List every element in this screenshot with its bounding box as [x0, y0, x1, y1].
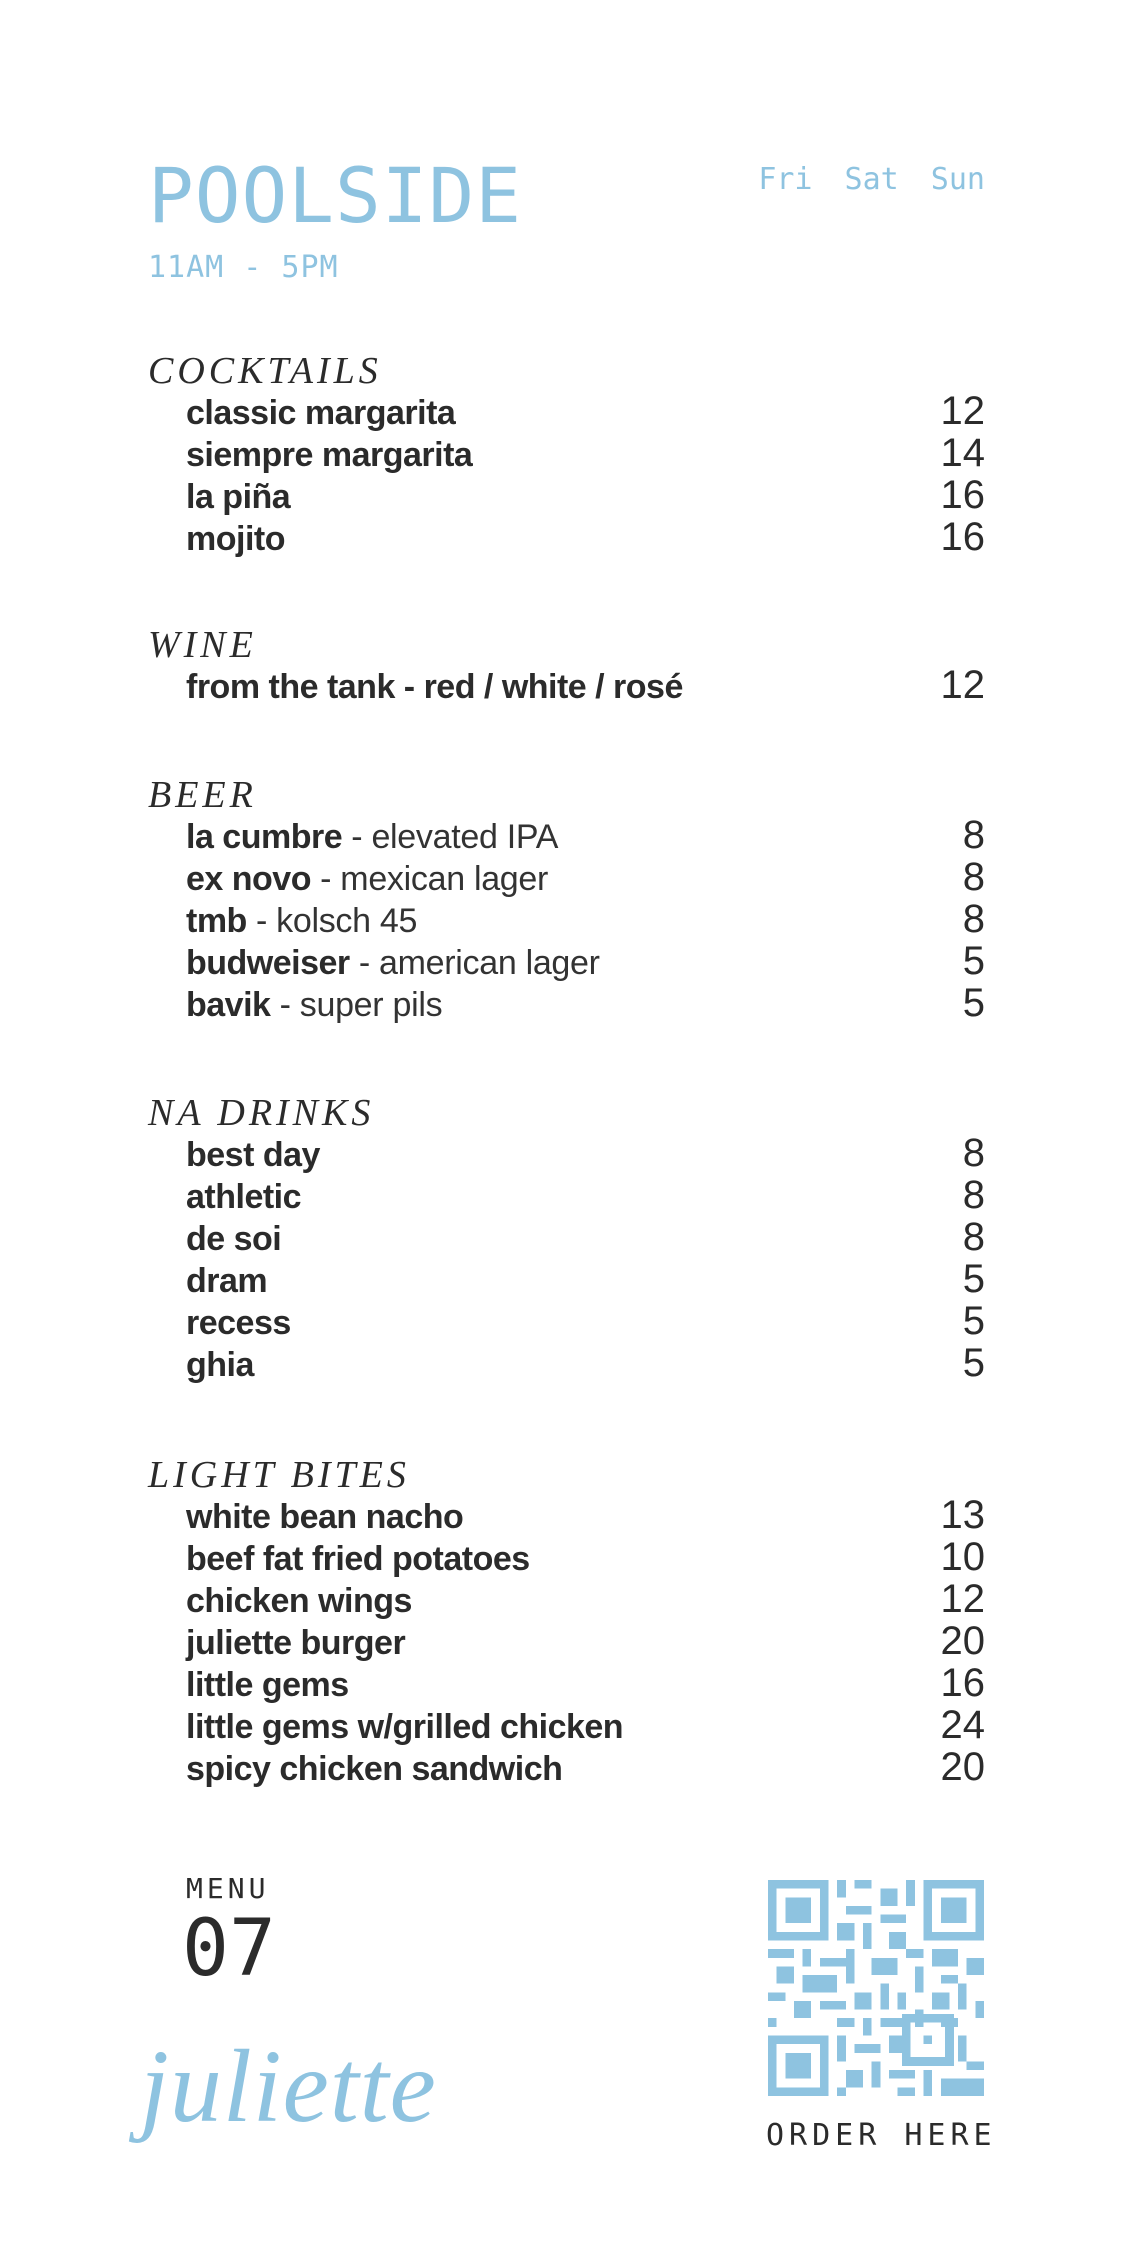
- item-price: 8: [962, 1215, 985, 1259]
- section-wine: [148, 622, 985, 706]
- item-name: best day: [186, 1136, 320, 1174]
- item-description: - mexican lager: [310, 860, 549, 898]
- item-name: juliette burger: [186, 1624, 406, 1662]
- item-name: bavik: [186, 986, 271, 1024]
- item-description: - american lager: [349, 944, 600, 982]
- item-name: ex novo: [186, 860, 311, 898]
- menu-item: [148, 474, 985, 516]
- item-name: little gems w/grilled chicken: [186, 1708, 624, 1746]
- menu-item: [148, 856, 985, 898]
- item-description: - kolsch 45: [246, 902, 418, 940]
- item-price: 20: [940, 1745, 985, 1789]
- item-name: mojito: [186, 520, 285, 558]
- item-price: 8: [962, 813, 985, 857]
- menu-item: [148, 1174, 985, 1216]
- menu-item: [148, 940, 985, 982]
- item-name: dram: [186, 1262, 268, 1300]
- section-heading: WINE: [148, 624, 257, 666]
- item-price: 16: [940, 473, 985, 517]
- item-price: 12: [940, 1577, 985, 1621]
- item-name: athletic: [186, 1178, 302, 1216]
- item-description: - elevated IPA: [342, 818, 559, 856]
- menu-item: [148, 1578, 985, 1620]
- menu-number: 07: [182, 1904, 276, 1994]
- item-price: 13: [940, 1493, 985, 1537]
- menu-item: [148, 1216, 985, 1258]
- menu-item: [148, 1704, 985, 1746]
- item-name: beef fat fried potatoes: [186, 1540, 530, 1578]
- item-name: siempre margarita: [186, 436, 473, 474]
- section-heading: BEER: [148, 774, 257, 816]
- item-description: - super pils: [270, 986, 443, 1024]
- item-price: 5: [962, 981, 985, 1025]
- hours-text: 11AM - 5PM: [148, 250, 339, 285]
- menu-item: [148, 1536, 985, 1578]
- item-price: 5: [962, 1341, 985, 1385]
- item-name: little gems: [186, 1666, 349, 1704]
- page-title: POOLSIDE: [148, 151, 523, 240]
- item-price: 14: [940, 431, 985, 475]
- item-price: 5: [962, 939, 985, 983]
- item-name: tmb: [186, 902, 247, 940]
- menu-label: MENU: [186, 1872, 270, 1905]
- item-name: de soi: [186, 1220, 282, 1258]
- menu-item: [148, 664, 985, 706]
- item-name: la cumbre: [186, 818, 343, 856]
- item-name: ghia: [186, 1346, 254, 1384]
- days-text: Fri Sat Sun: [758, 162, 985, 197]
- section-heading: LIGHT BITES: [148, 1454, 410, 1496]
- item-price: 8: [962, 855, 985, 899]
- item-price: 8: [962, 897, 985, 941]
- item-name: classic margarita: [186, 394, 456, 432]
- item-price: 16: [940, 1661, 985, 1705]
- item-price: 8: [962, 1173, 985, 1217]
- qr-caption: ORDER HERE: [766, 2118, 997, 2153]
- item-price: 8: [962, 1131, 985, 1175]
- section-light-bites: [148, 1452, 985, 1788]
- item-price: 5: [962, 1257, 985, 1301]
- qr-code-icon[interactable]: [768, 1880, 984, 2096]
- section-heading: NA DRINKS: [148, 1092, 375, 1134]
- section-cocktails: [148, 348, 985, 558]
- item-price: 12: [940, 389, 985, 433]
- item-price: 20: [940, 1619, 985, 1663]
- item-name: recess: [186, 1304, 291, 1342]
- menu-item: [148, 1300, 985, 1342]
- item-name: chicken wings: [186, 1582, 412, 1620]
- menu-item: [148, 814, 985, 856]
- item-name: white bean nacho: [186, 1498, 464, 1536]
- item-price: 12: [940, 663, 985, 707]
- menu-item: [148, 1132, 985, 1174]
- section-heading: COCKTAILS: [148, 350, 382, 392]
- section-na-drinks: [148, 1090, 985, 1384]
- menu-item: [148, 390, 985, 432]
- item-price: 5: [962, 1299, 985, 1343]
- section-beer: [148, 772, 985, 1024]
- menu-item: [148, 898, 985, 940]
- menu-item: [148, 432, 985, 474]
- item-price: 16: [940, 515, 985, 559]
- item-name: from the tank - red / white / rosé: [186, 668, 683, 706]
- item-name: budweiser: [186, 944, 350, 982]
- menu-item: [148, 1620, 985, 1662]
- item-price: 24: [940, 1703, 985, 1747]
- item-name: spicy chicken sandwich: [186, 1750, 563, 1788]
- item-price: 10: [940, 1535, 985, 1579]
- menu-item: [148, 516, 985, 558]
- menu-item: [148, 1494, 985, 1536]
- item-name: la piña: [186, 478, 291, 516]
- menu-item: [148, 1662, 985, 1704]
- juliette-logo: juliette: [140, 2029, 437, 2144]
